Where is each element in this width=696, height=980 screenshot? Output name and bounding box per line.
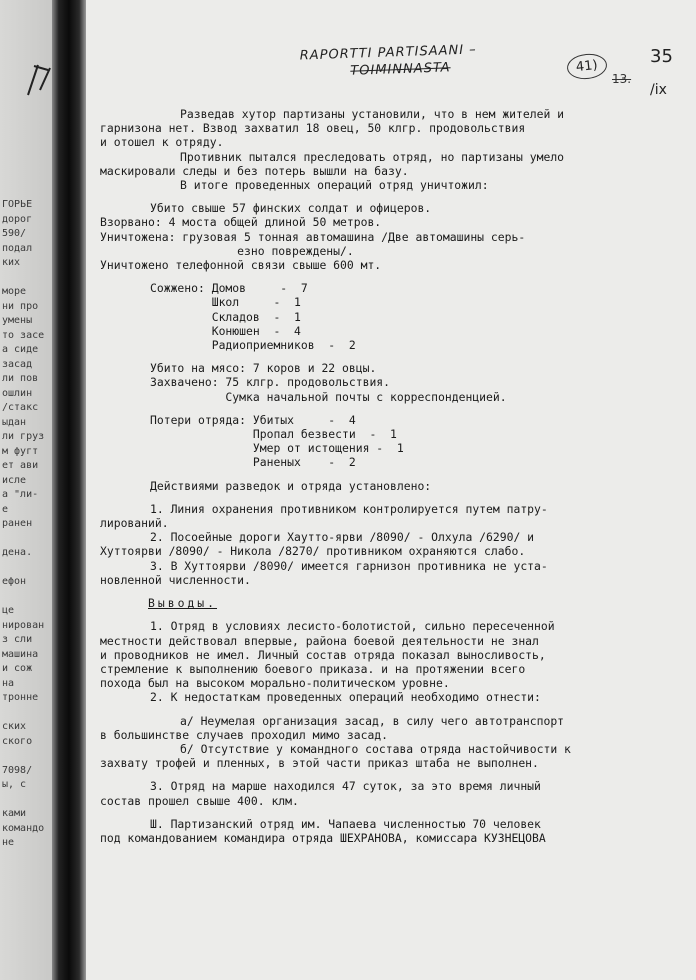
text-line: под командованием командира отряда ШЕХРАНОВА, комиссара КУЗНЕЦОВА (100, 830, 546, 845)
text-line: Конюшен - 4 (150, 323, 301, 338)
text-line: похода был на высоком морально-политическом уровне. (100, 676, 450, 691)
margin-fragment: командо (2, 823, 45, 834)
margin-fragment: дена. (2, 548, 33, 558)
margin-fragment: ских (2, 722, 27, 732)
line-gap (100, 192, 670, 201)
margin-fragment: ы, с (2, 780, 27, 790)
margin-fragment: дорог (2, 214, 33, 225)
text-line: а/ Неумелая организация засад, в силу чего автотранспорт (180, 713, 565, 728)
text-line: Уничтожена: грузовая 5 тонная автомашина /Две автомашины серь- (100, 229, 526, 244)
margin-fragment: м фугт (2, 446, 39, 457)
handwritten-header (300, 39, 561, 80)
line-gap (100, 404, 670, 413)
margin-fragment: засад (2, 359, 33, 370)
margin-fragment: нирован (2, 620, 45, 631)
text-line: Взорвано: 4 моста общей длиной 50 метров. (100, 215, 382, 230)
line-gap (100, 493, 670, 502)
text-line: 2. Посоейные дороги Хаутто-ярви /8090/ - Олхула /6290/ и (150, 530, 535, 545)
margin-fragment: а "ли- (2, 490, 39, 500)
typed-report-body (100, 107, 670, 845)
text-line: Хуттоярви /8090/ - Никола /8270/ противником охраняются слабо. (100, 544, 526, 559)
margin-fragment: ет ави (2, 461, 39, 471)
margin-fragment: ыдан (2, 417, 27, 428)
line-gap (100, 610, 670, 619)
text-line: Противник пытался преследовать отряд, но партизаны умело (180, 149, 565, 164)
text-line: Умер от истощения - 1 (150, 441, 404, 456)
margin-fragment: умены (2, 316, 33, 326)
text-line: Уничтожено телефонной связи свыше 600 мт. (100, 258, 382, 273)
margin-fragment: е (2, 504, 9, 515)
text-line: новленной численности. (100, 572, 251, 587)
margin-fragment: ками (2, 809, 27, 819)
margin-fragment: тронне (2, 693, 39, 703)
text-line: Пропал безвести - 1 (150, 427, 397, 442)
text-line: маскировали следы и без потерь вышли на базу. (100, 163, 409, 178)
margin-fragment: ли пов (2, 374, 39, 384)
text-line: Захвачено: 75 клгр. продовольствия. (150, 375, 391, 390)
binding-shadow (52, 0, 86, 980)
struck-page-number: 13. (612, 72, 632, 86)
text-line: Складов - 1 (150, 309, 301, 324)
text-line: и отошел к отряду. (100, 135, 224, 150)
margin-fragment: це (2, 606, 15, 616)
text-line: Потери отряда: Убитых - 4 (150, 412, 356, 427)
margin-fragment: ни про (2, 301, 39, 312)
margin-fragment: ского (2, 736, 33, 747)
text-line: гарнизона нет. Взвод захватил 18 овец, 50 клгр. продовольствия (100, 121, 526, 136)
margin-scribble-icon (20, 60, 60, 100)
margin-fragment: ли груз (2, 432, 45, 442)
text-line: В итоге проведенных операций отряд уничтожил: (180, 178, 489, 193)
text-line: местности действовал впервые, района боевой деятельности не знал (100, 633, 539, 648)
margin-fragment: и сож (2, 664, 33, 674)
margin-fragment: а сиде (2, 345, 39, 355)
text-line: в большинстве случаев проходил мимо засад. (100, 727, 389, 742)
line-gap (100, 808, 670, 817)
text-line: Убито на мясо: 7 коров и 22 овцы. (150, 361, 377, 376)
text-line: Ш. Партизанский отряд им. Чапаева численностью 70 человек (150, 816, 541, 831)
text-line: 1. Линия охранения противником контролируется путем патру- (150, 501, 548, 516)
text-line: захвату трофей и пленных, в этой части приказ штаба не выполнен. (100, 756, 539, 771)
margin-fragment: 7098/ (2, 765, 33, 776)
text-line: и проводников не имел. Личный состав отряда показал выносливость, (100, 647, 546, 662)
line-gap (100, 770, 670, 779)
circled-page-number: 41) (566, 52, 608, 81)
margin-fragment: ошлин (2, 388, 33, 399)
text-line: 3. В Хуттоярви /8090/ имеется гарнизон противника не уста- (150, 558, 548, 573)
margin-fragment: з сли (2, 635, 33, 645)
text-line: Убито свыше 57 финских солдат и офицеров. (150, 201, 432, 216)
adjacent-page-edge (0, 0, 52, 980)
text-line: 2. К недостаткам проведенных операций необходимо отнести: (150, 690, 541, 705)
line-gap (100, 470, 670, 479)
text-line: 1. Отряд в условиях лесисто-болотистой, сильно пересеченной (150, 619, 555, 634)
text-line: Действиями разведок и отряда установлено: (150, 478, 432, 493)
text-line: 3. Отряд на марше находился 47 суток, за это время личный (150, 779, 541, 794)
text-line: б/ Отсутствие у командного состава отряда настойчивости к (180, 741, 571, 756)
margin-fragment: не (2, 838, 15, 848)
text-line: Сумка начальной почты с корреспонденцией. (150, 389, 507, 404)
line-gap (100, 352, 670, 361)
text-line: стремление к выполнению боевого приказа. и на протяжении всего (100, 661, 526, 676)
line-gap (100, 705, 670, 714)
margin-fragment: ефон (2, 577, 27, 587)
margin-fragment: то засе (2, 330, 45, 341)
margin-fragment: исле (2, 475, 27, 486)
text-line: Радиоприемников - 2 (150, 338, 356, 353)
margin-fragment: море (2, 287, 27, 297)
corner-page-mark: /ix (650, 82, 667, 98)
line-gap (100, 587, 670, 596)
handwritten-title-line2: TOIMINNASTA (350, 60, 451, 79)
margin-fragment: подал (2, 243, 33, 254)
margin-fragment: ких (2, 258, 21, 268)
text-line: Школ - 1 (150, 295, 301, 310)
line-gap (100, 272, 670, 281)
text-line: Сожжено: Домов - 7 (150, 281, 308, 296)
text-line: лирований. (100, 516, 169, 531)
text-line: езно повреждены/. (100, 243, 354, 258)
margin-fragment: /стакс (2, 403, 39, 413)
corner-page-number: 35 (650, 46, 673, 67)
margin-fragment: 590/ (2, 229, 27, 239)
margin-fragment: ГОРЬЕ (2, 200, 33, 210)
handwritten-title-line1: RAPORTTI PARTISAANI – (299, 42, 477, 64)
section-heading: Выводы. (148, 596, 218, 611)
margin-fragment: ранен (2, 519, 33, 529)
margin-fragment: на (2, 678, 15, 689)
margin-fragment: машина (2, 649, 39, 660)
text-line: Раненых - 2 (150, 455, 356, 470)
text-line: состав прошел свыше 400. клм. (100, 793, 299, 808)
text-line: Разведав хутор партизаны установили, что в нем жителей и (180, 107, 565, 121)
